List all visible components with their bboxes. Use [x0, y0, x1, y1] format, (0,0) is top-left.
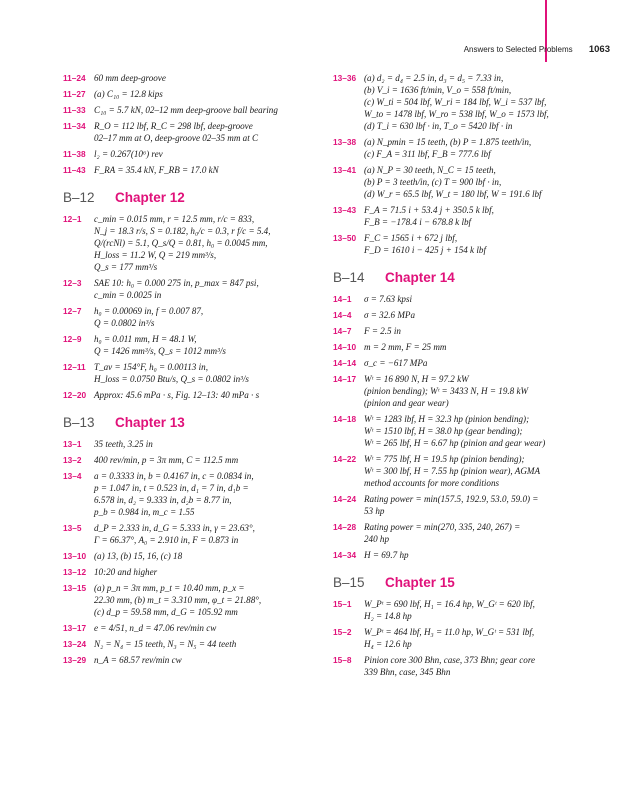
answer-line: T_av = 154°F, h₀ = 0.00113 in,: [94, 362, 208, 372]
problem-number: 13–29: [63, 655, 87, 665]
answer-item: [63, 72, 325, 84]
problem-number: 11–27: [63, 89, 86, 99]
answer-item: [63, 164, 325, 176]
problem-number: 14–14: [333, 358, 357, 368]
answer-item: [63, 582, 325, 618]
problem-number: 15–8: [333, 655, 352, 665]
answer-line: (a) N_P = 30 teeth, N_C = 15 teeth,: [364, 165, 496, 175]
problem-number: 13–17: [63, 623, 87, 633]
answer-line: σ = 32.6 MPa: [364, 310, 416, 320]
answer-line: h₀ = 0.011 mm, H = 48.1 W,: [94, 334, 197, 344]
answer-line: H₂ = 14.8 hp: [364, 611, 412, 621]
answer-line: (a) N_pmin = 15 teeth, (b) P = 1.875 teeth/in,: [364, 137, 532, 147]
answer-line: F_D = 1610 i − 425 j + 154 k lbf: [364, 245, 486, 255]
answer-line: SAE 10: h₀ = 0.000 275 in, p_max = 847 psi,: [94, 278, 259, 288]
problem-number: 13–5: [63, 523, 82, 533]
answer-item: [333, 293, 605, 305]
answer-line: (d) T_i = 630 lbf · in, T_o = 5420 lbf · in: [364, 121, 513, 131]
problem-number: 14–17: [333, 374, 357, 384]
problem-number: 12–3: [63, 278, 82, 288]
answer-item: [63, 638, 325, 650]
answer-item: [333, 549, 605, 561]
answer-line: Q = 0.0802 in³/s: [94, 318, 155, 328]
answer-line: Wᵗ = 16 890 N, H = 97.2 kW: [364, 374, 469, 384]
answer-line: p_b = 0.984 in, m_c = 1.55: [94, 507, 195, 517]
answer-line: Rating power = min(270, 335, 240, 267) =: [364, 522, 521, 532]
problem-number: 11–24: [63, 73, 86, 83]
answer-line: method accounts for more conditions: [364, 478, 500, 488]
answer-line: c_min = 0.0025 in: [94, 290, 162, 300]
answer-line: H_loss = 11.2 W, Q = 219 mm³/s,: [94, 250, 217, 260]
answer-item: [63, 148, 325, 160]
problem-number: 12–11: [63, 362, 86, 372]
answer-line: e = 4/51, n_d = 47.06 rev/min cw: [94, 623, 217, 633]
problem-number: 14–24: [333, 494, 357, 504]
problem-number: 12–20: [63, 390, 87, 400]
answer-line: N_j = 18.3 r/s, S = 0.182, h₀/c = 0.3, r f/c = 5.4,: [94, 226, 271, 236]
answer-line: (b) V_i = 1636 ft/min, V_o = 558 ft/min,: [364, 85, 512, 95]
answer-line: (c) d_p = 59.58 mm, d_G = 105.92 mm: [94, 607, 238, 617]
answer-line: (pinion and gear wear): [364, 398, 449, 408]
problem-number: 14–10: [333, 342, 357, 352]
answer-line: F_C = 1565 i + 672 j lbf,: [364, 233, 458, 243]
answer-line: H = 69.7 hp: [364, 550, 409, 560]
problem-number: 13–1: [63, 439, 82, 449]
answer-line: R_O = 112 lbf, R_C = 298 lbf, deep-groove: [94, 121, 253, 131]
answer-item: [333, 453, 605, 489]
chapter-heading: [333, 272, 605, 284]
chapter-code: B–15: [333, 575, 365, 590]
answer-item: [63, 305, 325, 329]
answer-line: W_Pᵗ = 690 lbf, H₁ = 16.4 hp, W_Gᵗ = 620 lbf,: [364, 599, 535, 609]
answer-item: [63, 438, 325, 450]
problem-number: 13–12: [63, 567, 87, 577]
chapter-heading: [333, 577, 605, 589]
answer-line: σ_c = −617 MPa: [364, 358, 428, 368]
problem-number: 11–43: [63, 165, 86, 175]
answer-item: [63, 120, 325, 144]
answer-line: Wᵗ = 300 lbf, H = 7.55 hp (pinion wear), AGMA: [364, 466, 541, 476]
problem-number: 14–7: [333, 326, 352, 336]
problem-number: 13–4: [63, 471, 82, 481]
answer-line: n_A = 68.57 rev/min cw: [94, 655, 182, 665]
answer-line: F_A = 71.5 i + 53.4 j + 350.5 k lbf,: [364, 205, 494, 215]
answer-item: [333, 204, 605, 228]
answer-item: [333, 136, 605, 160]
answer-item: [63, 88, 325, 100]
answer-item: [63, 333, 325, 357]
answer-line: Q_s = 177 mm³/s: [94, 262, 158, 272]
problem-number: 14–1: [333, 294, 352, 304]
answer-item: [63, 104, 325, 116]
problem-number: 15–1: [333, 599, 352, 609]
answer-item: [333, 521, 605, 545]
answer-item: [333, 626, 605, 650]
problem-number: 11–34: [63, 121, 86, 131]
answer-line: 53 hp: [364, 506, 385, 516]
chapter-heading: [63, 417, 325, 429]
problem-number: 14–22: [333, 454, 357, 464]
answer-line: a = 0.3333 in, b = 0.4167 in, c = 0.0834 in,: [94, 471, 254, 481]
answer-item: [333, 373, 605, 409]
answer-line: 400 rev/min, p = 3π mm, C = 112.5 mm: [94, 455, 239, 465]
answer-line: (c) F_A = 311 lbf, F_B = 777.6 lbf: [364, 149, 491, 159]
problem-number: 13–2: [63, 455, 82, 465]
answer-line: (a) C₁₀ = 12.8 kips: [94, 89, 163, 99]
problem-number: 14–4: [333, 310, 352, 320]
answer-item: [63, 454, 325, 466]
answer-line: (a) p_n = 3π mm, p_t = 10.40 mm, p_x =: [94, 583, 245, 593]
problem-number: 15–2: [333, 627, 352, 637]
answer-line: (c) W_ti = 504 lbf, W_ri = 184 lbf, W_i = 537 lbf,: [364, 97, 547, 107]
problem-number: 12–7: [63, 306, 82, 316]
right-column: [333, 72, 605, 682]
answer-line: (a) d₂ = d₄ = 2.5 in, d₃ = d₅ = 7.33 in,: [364, 73, 504, 83]
answer-item: [63, 654, 325, 666]
answer-line: σ = 7.63 kpsi: [364, 294, 413, 304]
answer-line: Pinion core 300 Bhn, case, 373 Bhn; gear core: [364, 655, 536, 665]
answer-line: F = 2.5 in: [364, 326, 401, 336]
answer-item: [63, 550, 325, 562]
page-number: 1063: [588, 44, 610, 55]
chapter-title: Chapter 13: [115, 415, 185, 430]
answer-line: 6.578 in, d₂ = 9.333 in, d₂b = 8.77 in,: [94, 495, 232, 505]
answer-line: 22.30 mm, (b) m_t = 3.310 mm, φ_t = 21.88°,: [94, 595, 262, 605]
problem-number: 13–36: [333, 73, 357, 83]
answer-line: (b) P = 3 teeth/in, (c) T = 900 lbf · in,: [364, 177, 502, 187]
problem-number: 13–10: [63, 551, 87, 561]
answer-line: W_to = 1478 lbf, W_ro = 538 lbf, W_o = 1573 lbf,: [364, 109, 549, 119]
problem-number: 14–18: [333, 414, 357, 424]
answer-item: [333, 413, 605, 449]
answer-item: [63, 277, 325, 301]
answer-item: [333, 357, 605, 369]
answer-line: Wᵗ = 1510 lbf, H = 38.0 hp (gear bending);: [364, 426, 523, 436]
answer-item: [63, 361, 325, 385]
answer-item: [63, 522, 325, 546]
answer-line: C₁₀ = 5.7 kN, 02–12 mm deep-groove ball bearing: [94, 105, 278, 115]
answer-line: m = 2 mm, F = 25 mm: [364, 342, 447, 352]
answer-line: (d) W_r = 65.5 lbf, W_t = 180 lbf, W = 191.6 lbf: [364, 189, 542, 199]
chapter-title: Chapter 14: [385, 270, 455, 285]
answer-line: F_RA = 35.4 kN, F_RB = 17.0 kN: [94, 165, 219, 175]
problem-number: 13–41: [333, 165, 357, 175]
answer-line: l₂ = 0.267(10⁶) rev: [94, 149, 163, 159]
problem-number: 14–28: [333, 522, 357, 532]
answer-line: Approx: 45.6 mPa · s, Fig. 12–13: 40 mPa · s: [94, 390, 260, 400]
answer-line: Wᵗ = 265 lbf, H = 6.67 hp (pinion and gear wear): [364, 438, 546, 448]
chapter-code: B–12: [63, 190, 95, 205]
answer-item: [333, 164, 605, 200]
answer-item: [333, 654, 605, 678]
answer-line: (a) 13, (b) 15, 16, (c) 18: [94, 551, 183, 561]
answer-line: d_P = 2.333 in, d_G = 5.333 in, γ = 23.63°,: [94, 523, 255, 533]
answer-line: N₂ = N₄ = 15 teeth, N₃ = N₅ = 44 teeth: [94, 639, 237, 649]
problem-number: 12–9: [63, 334, 82, 344]
answer-item: [333, 325, 605, 337]
answer-line: 10:20 and higher: [94, 567, 158, 577]
answer-item: [333, 309, 605, 321]
problem-number: 11–38: [63, 149, 86, 159]
answer-line: (pinion bending); Wᵗ = 3433 N, H = 19.8 kW: [364, 386, 529, 396]
answer-line: p = 1.047 in, t = 0.523 in, d₁ = 7 in, d₁b =: [94, 483, 249, 493]
answer-line: Q/(rcNl) = 5.1, Q_s/Q = 0.81, h₀ = 0.0045 mm,: [94, 238, 268, 248]
answer-item: [333, 232, 605, 256]
problem-number: 13–15: [63, 583, 87, 593]
answer-item: [333, 493, 605, 517]
chapter-title: Chapter 15: [385, 575, 455, 590]
answer-line: Q = 1426 mm³/s, Q_s = 1012 mm³/s: [94, 346, 226, 356]
answer-line: 02–17 mm at O, deep-groove 02–35 mm at C: [94, 133, 259, 143]
answer-line: H_loss = 0.0750 Btu/s, Q_s = 0.0802 in³/s: [94, 374, 249, 384]
answer-line: 60 mm deep-groove: [94, 73, 166, 83]
problem-number: 11–33: [63, 105, 86, 115]
answer-line: c_min = 0.015 mm, r = 12.5 mm, r/c = 833,: [94, 214, 255, 224]
answer-item: [63, 622, 325, 634]
problem-number: 13–38: [333, 137, 357, 147]
chapter-heading: [63, 192, 325, 204]
problem-number: 12–1: [63, 214, 82, 224]
answer-line: W_Pᵗ = 464 lbf, H₃ = 11.0 hp, W_Gᵗ = 531 lbf,: [364, 627, 535, 637]
chapter-title: Chapter 12: [115, 190, 185, 205]
answer-line: Rating power = min(157.5, 192.9, 53.0, 59.0) =: [364, 494, 539, 504]
problem-number: 14–34: [333, 550, 357, 560]
answer-line: Γ = 66.37°, A₀ = 2.910 in, F = 0.873 in: [94, 535, 239, 545]
answer-item: [63, 389, 325, 401]
answer-line: Wᵗ = 775 lbf, H = 19.5 hp (pinion bending);: [364, 454, 525, 464]
chapter-code: B–13: [63, 415, 95, 430]
chapter-code: B–14: [333, 270, 365, 285]
problem-number: 13–43: [333, 205, 357, 215]
answer-item: [333, 341, 605, 353]
answer-item: [333, 72, 605, 132]
answer-line: F_B = −178.4 i − 678.8 k lbf: [364, 217, 472, 227]
answer-line: h₀ = 0.00069 in, f = 0.007 87,: [94, 306, 204, 316]
running-header: [464, 44, 610, 55]
answer-line: H₄ = 12.6 hp: [364, 639, 412, 649]
answer-item: [333, 598, 605, 622]
answer-line: 240 hp: [364, 534, 390, 544]
answer-line: 339 Bhn, case, 345 Bhn: [364, 667, 451, 677]
answer-line: Wᵗ = 1283 lbf, H = 32.3 hp (pinion bending);: [364, 414, 530, 424]
left-column: [63, 72, 325, 670]
answer-item: [63, 566, 325, 578]
problem-number: 13–24: [63, 639, 87, 649]
problem-number: 13–50: [333, 233, 357, 243]
running-header-title: Answers to Selected Problems: [463, 45, 573, 54]
answer-line: 35 teeth, 3.25 in: [94, 439, 153, 449]
answer-item: [63, 213, 325, 273]
answer-item: [63, 470, 325, 518]
